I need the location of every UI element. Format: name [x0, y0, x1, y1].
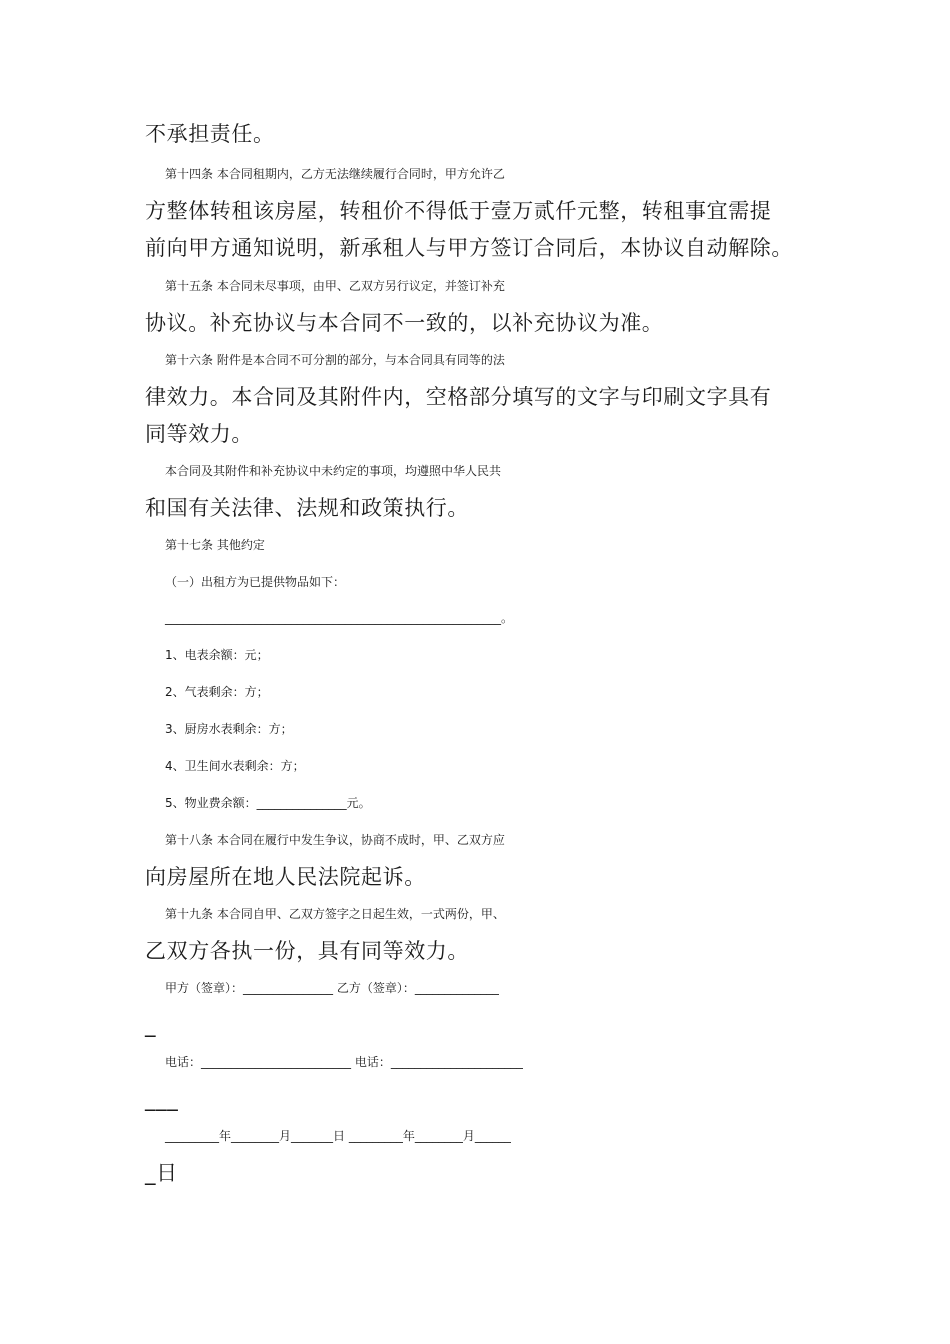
article-16-line-3: 同等效力。: [145, 422, 253, 446]
article-17-heading: 第十七条 其他约定: [165, 538, 265, 552]
article-19-line-2: 乙双方各执一份，具有同等效力。: [145, 939, 469, 963]
article-14-line-2: 方整体转租该房屋，转租价不得低于壹万贰仟元整，转租事宜需提: [145, 199, 772, 223]
article-19-line-1: 第十九条 本合同自甲、乙双方签字之日起生效，一式两份，甲、: [165, 907, 505, 921]
phone-line: 电话：_________________________ 电话：______________________: [165, 1055, 523, 1069]
article-18-line-2: 向房屋所在地人民法院起诉。: [145, 865, 426, 889]
text-line: 不承担责任。: [145, 122, 275, 146]
items-blank-line: ________________________________________________________。: [165, 611, 514, 625]
items-heading: （一）出租方为已提供物品如下：: [165, 575, 346, 589]
general-clause-line-2: 和国有关法律、法规和政策执行。: [145, 496, 469, 520]
article-15-line-2: 协议。补充协议与本合同不一致的，以补充协议为准。: [145, 311, 664, 335]
article-14-line-1: 第十四条 本合同租期内，乙方无法继续履行合同时，甲方允许乙: [165, 167, 505, 181]
phone-line-overflow: ___: [145, 1087, 179, 1111]
article-16-line-1: 第十六条 附件是本合同不可分割的部分，与本合同具有同等的法: [165, 353, 505, 367]
item-electricity: 1、电表余额：元；: [165, 648, 269, 662]
item-bathroom-water: 4、卫生间水表剩余：方；: [165, 759, 305, 773]
item-kitchen-water: 3、厨房水表剩余：方；: [165, 722, 293, 736]
item-property-fee: 5、物业费余额：_______________元。: [165, 796, 371, 810]
signature-line-overflow: _: [145, 1013, 157, 1037]
signature-line: 甲方（签章）：_______________ 乙方（签章）：______________: [165, 981, 499, 995]
article-16-line-2: 律效力。本合同及其附件内，空格部分填写的文字与印刷文字具有: [145, 385, 772, 409]
article-18-line-1: 第十八条 本合同在履行中发生争议，协商不成时，甲、乙双方应: [165, 833, 505, 847]
item-gas: 2、气表剩余：方；: [165, 685, 269, 699]
date-line-overflow: _日: [145, 1161, 178, 1185]
date-line: _________年________月_______日 _________年________月______: [165, 1129, 511, 1143]
general-clause-line-1: 本合同及其附件和补充协议中未约定的事项，均遵照中华人民共: [165, 464, 502, 478]
article-14-line-3: 前向甲方通知说明，新承租人与甲方签订合同后，本协议自动解除。: [145, 236, 793, 260]
article-15-line-1: 第十五条 本合同未尽事项，由甲、乙双方另行议定，并签订补充: [165, 279, 505, 293]
